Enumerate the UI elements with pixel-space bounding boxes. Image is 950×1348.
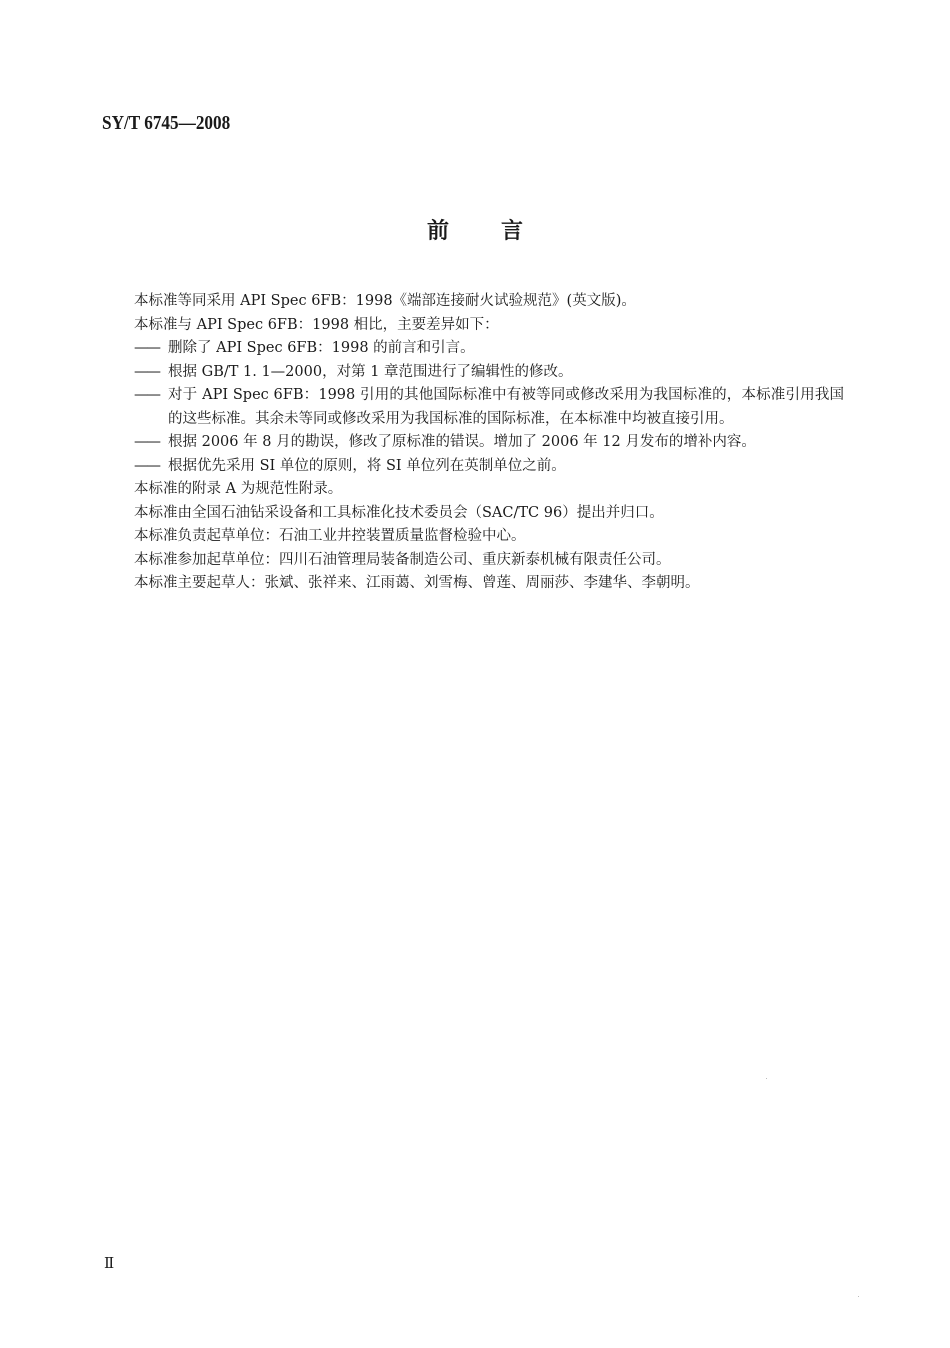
paragraph-annex: 本标准的附录 A 为规范性附录。 bbox=[134, 481, 343, 497]
standard-code: SY/T 6745—2008 bbox=[102, 112, 231, 134]
paragraph-differences-intro: 本标准与 API Spec 6FB：1998 相比，主要差异如下： bbox=[134, 316, 499, 333]
difference-item bbox=[134, 361, 844, 385]
difference-item bbox=[134, 384, 844, 431]
dash-marker: —— bbox=[134, 457, 159, 474]
difference-item-text: 根据优先采用 SI 单位的原则，将 SI 单位列在英制单位之前。 bbox=[168, 457, 566, 474]
foreword-body bbox=[134, 290, 844, 596]
paragraph-main-drafters: 本标准主要起草人：张斌、张祥来、江雨蔼、刘雪梅、曾莲、周丽莎、李建华、李朝明。 bbox=[134, 575, 700, 591]
dash-marker: —— bbox=[134, 340, 159, 356]
difference-item bbox=[134, 337, 844, 361]
scan-speck bbox=[858, 1296, 859, 1297]
dash-marker: —— bbox=[134, 434, 159, 450]
paragraph-proposed-by: 本标准由全国石油钻采设备和工具标准化技术委员会（SAC/TC 96）提出并归口。 bbox=[134, 504, 664, 521]
page-number: Ⅱ bbox=[104, 1256, 115, 1272]
scan-speck bbox=[766, 1078, 767, 1079]
dash-marker: —— bbox=[134, 387, 159, 403]
difference-item-text: 删除了 API Spec 6FB：1998 的前言和引言。 bbox=[168, 340, 475, 356]
difference-item-text: 对于 API Spec 6FB：1998 引用的其他国际标准中有被等同或修改采用为我国标准的，本标准引用我国的这些标准。其余未等同或修改采用为我国标准的国际标准，在本标准中均被直接引用。 bbox=[168, 387, 844, 427]
paragraph-responsible-drafter: 本标准负责起草单位：石油工业井控装置质量监督检验中心。 bbox=[134, 528, 526, 544]
dash-marker: —— bbox=[134, 363, 159, 380]
page-title: 前言 bbox=[426, 219, 575, 244]
difference-item-text: 根据 2006 年 8 月的勘误，修改了原标准的错误。增加了 2006 年 12 月发布的增补内容。 bbox=[168, 434, 756, 450]
paragraph-adoption: 本标准等同采用 API Spec 6FB：1998《端部连接耐火试验规范》(英文版)。 bbox=[134, 293, 636, 309]
difference-item bbox=[134, 455, 844, 479]
difference-item-text: 根据 GB/T 1. 1—2000，对第 1 章范围进行了编辑性的修改。 bbox=[168, 363, 573, 380]
paragraph-participating-drafters: 本标准参加起草单位：四川石油管理局装备制造公司、重庆新泰机械有限责任公司。 bbox=[134, 551, 671, 568]
difference-item bbox=[134, 431, 844, 455]
